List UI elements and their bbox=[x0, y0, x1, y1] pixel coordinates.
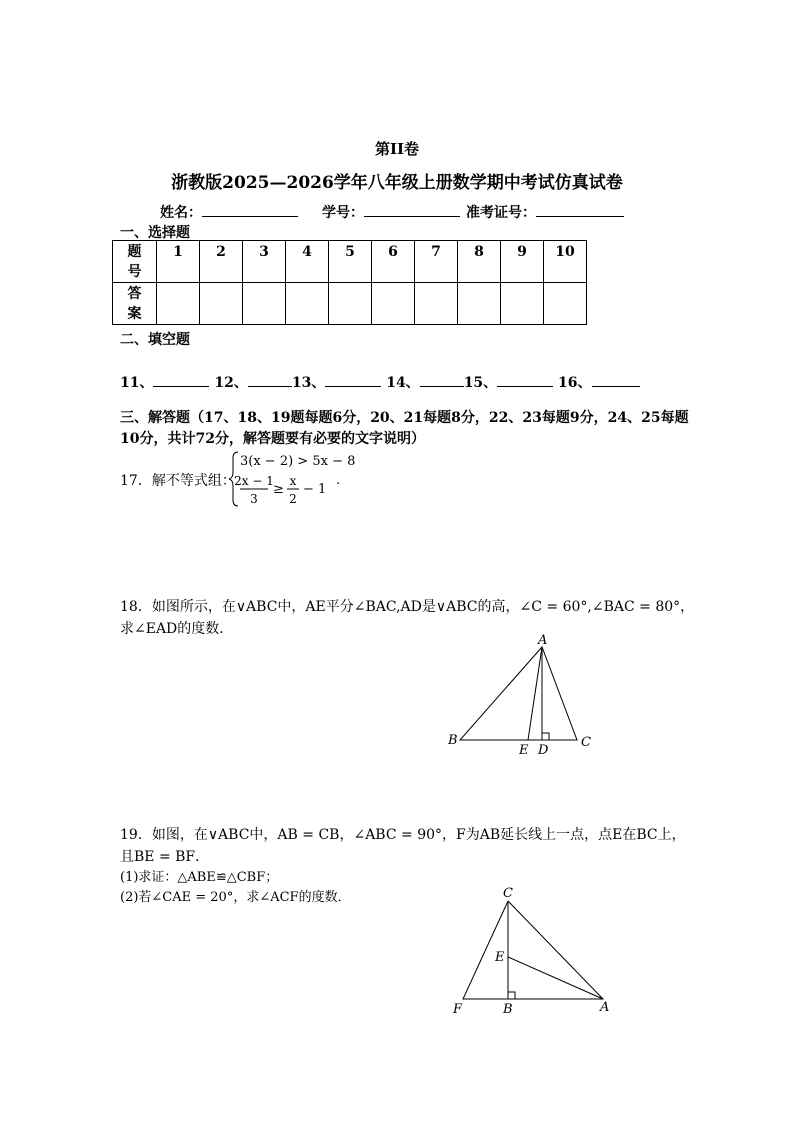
triangle-outline bbox=[463, 901, 603, 999]
q17-inequality-1: 3(x − 2) > 5x − 8 bbox=[240, 454, 356, 469]
label-c: C bbox=[581, 735, 591, 750]
label-a: A bbox=[538, 633, 548, 648]
answer-table bbox=[112, 240, 587, 325]
q17-end: . bbox=[336, 473, 341, 488]
label-f: F bbox=[453, 1002, 463, 1017]
right-angle-mark bbox=[542, 733, 549, 740]
q17-prefix: 17．解不等式组： bbox=[120, 473, 236, 489]
answer-cell[interactable] bbox=[372, 283, 415, 325]
q18-line1: 18．如图所示，在∨ABC中，AE平分∠BAC,AD是∨ABC的高，∠C = 60°,∠BAC = 80°， bbox=[120, 599, 695, 615]
fill-item-label: 13、 bbox=[291, 375, 326, 391]
answer-row bbox=[113, 283, 587, 325]
label-b: B bbox=[503, 1002, 513, 1017]
exam-number-blank[interactable] bbox=[536, 202, 624, 217]
q19-part2: (2)若∠CAE = 20°，求∠ACF的度数． bbox=[120, 890, 351, 905]
student-id-label: 学号： bbox=[322, 205, 364, 221]
fill-item-label: 15、 bbox=[463, 375, 498, 391]
fill-blank[interactable] bbox=[153, 372, 209, 387]
answer-cell[interactable] bbox=[544, 283, 587, 325]
fill-blank[interactable] bbox=[497, 372, 553, 387]
fill-blank-line bbox=[120, 372, 640, 392]
q17-denominator-2: 2 bbox=[289, 492, 297, 506]
answer-cell[interactable] bbox=[458, 283, 501, 325]
answer-cell[interactable] bbox=[200, 283, 243, 325]
fill-blank[interactable] bbox=[592, 372, 640, 387]
q19-part1: (1)求证：△ABE≌△CBF； bbox=[120, 870, 279, 885]
exam-title: 浙教版2025—2026学年八年级上册数学期中考试仿真试卷 bbox=[171, 173, 623, 193]
question-number: 4 bbox=[286, 241, 329, 283]
question-number: 3 bbox=[243, 241, 286, 283]
row-label-answer: 答案 bbox=[113, 283, 157, 325]
question-number-row bbox=[113, 241, 587, 283]
name-blank[interactable] bbox=[202, 202, 298, 217]
name-field bbox=[160, 202, 298, 222]
q18-triangle-figure bbox=[440, 630, 610, 760]
student-id-field bbox=[322, 202, 460, 222]
exam-number-label: 准考证号： bbox=[466, 205, 536, 221]
fill-item-label: 16、 bbox=[558, 375, 592, 391]
answer-cell[interactable] bbox=[157, 283, 200, 325]
q18-line2: 求∠EAD的度数． bbox=[120, 621, 234, 637]
section2-heading: 二、填空题 bbox=[120, 332, 190, 348]
answer-cell[interactable] bbox=[243, 283, 286, 325]
student-id-blank[interactable] bbox=[364, 202, 460, 217]
q17-inequality-system bbox=[228, 448, 358, 510]
triangle-abc bbox=[460, 647, 577, 740]
fill-item-label: 11、 bbox=[120, 375, 154, 391]
answer-cell[interactable] bbox=[415, 283, 458, 325]
q17-geq: ≥ bbox=[273, 482, 284, 497]
label-a: A bbox=[600, 1000, 610, 1015]
q19-line1: 19．如图，在∨ABC中，AB = CB，∠ABC = 90°，F为AB延长线上一点，点E在BC上， bbox=[120, 827, 686, 843]
segment-ea bbox=[508, 957, 603, 999]
section1-heading: 一、选择题 bbox=[120, 225, 190, 241]
q19-line2: 且BE = BF． bbox=[120, 849, 210, 865]
exam-number-field bbox=[466, 202, 624, 222]
q17-denominator: 3 bbox=[250, 492, 258, 506]
name-label: 姓名： bbox=[160, 205, 202, 221]
section3-heading: 三、解答题（17、18、19题每题6分，20、21每题8分，22、23每题9分，24、25每题10分，共计72分，解答题要有必要的文字说明） bbox=[120, 410, 689, 447]
fill-blank[interactable] bbox=[420, 372, 464, 387]
right-angle-mark bbox=[508, 992, 515, 999]
fill-item-label: 14、 bbox=[386, 375, 420, 391]
label-d: D bbox=[538, 743, 549, 758]
answer-cell[interactable] bbox=[501, 283, 544, 325]
question-number: 10 bbox=[544, 241, 587, 283]
label-e: E bbox=[495, 950, 505, 965]
question-number: 1 bbox=[157, 241, 200, 283]
q17-tail: − 1 bbox=[303, 482, 327, 497]
question-number: 2 bbox=[200, 241, 243, 283]
label-c: C bbox=[503, 886, 513, 901]
question-number: 7 bbox=[415, 241, 458, 283]
question-number: 6 bbox=[372, 241, 415, 283]
fill-blank[interactable] bbox=[248, 372, 292, 387]
fill-blank[interactable] bbox=[325, 372, 381, 387]
answer-cell[interactable] bbox=[286, 283, 329, 325]
question-number: 9 bbox=[501, 241, 544, 283]
row-label-question: 题号 bbox=[113, 241, 157, 283]
volume-label: 第II卷 bbox=[374, 140, 420, 158]
q17-numerator: 2x − 1 bbox=[234, 474, 274, 488]
question-number: 5 bbox=[329, 241, 372, 283]
label-e: E bbox=[519, 743, 529, 758]
fill-item-label: 12、 bbox=[214, 375, 248, 391]
answer-cell[interactable] bbox=[329, 283, 372, 325]
q17-numerator-2: x bbox=[289, 474, 297, 488]
question-number: 8 bbox=[458, 241, 501, 283]
q19-triangle-figure bbox=[445, 880, 620, 1020]
label-b: B bbox=[448, 733, 458, 748]
